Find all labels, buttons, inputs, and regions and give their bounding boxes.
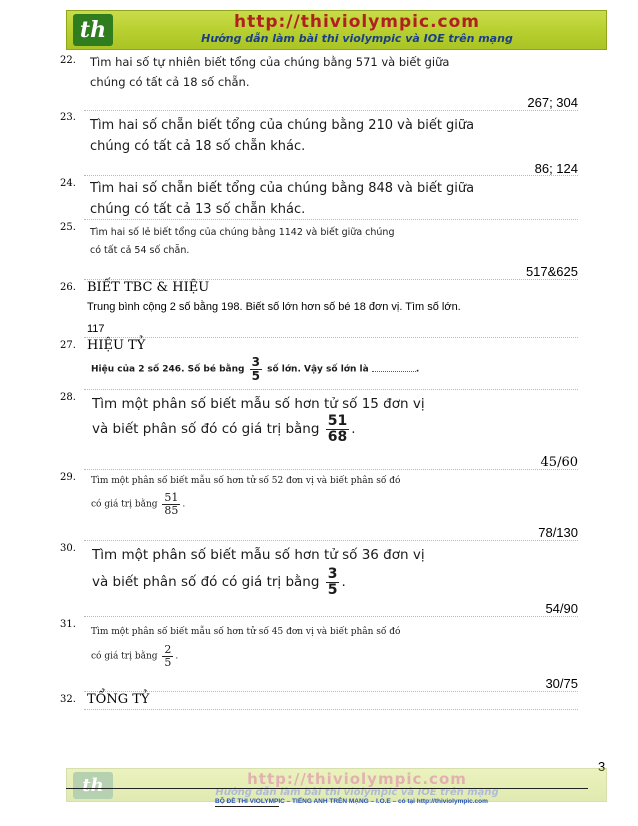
section-heading-tong-ty: TỔNG TỶ (87, 692, 150, 707)
item-number-26: 26. (60, 282, 76, 293)
section-heading-hieu-ty: HIỆU TỶ (87, 338, 146, 353)
separator (84, 616, 578, 617)
footer-logo: th (73, 772, 113, 799)
fraction-3-5 (250, 356, 262, 382)
separator (84, 110, 578, 111)
question-24-line2: chúng có tất cả 13 số chẵn khác. (90, 202, 306, 217)
item-number-22: 22. (60, 55, 76, 66)
separator (84, 540, 578, 541)
question-23-line2: chúng có tất cả 18 số chẵn khác. (90, 139, 306, 154)
question-23-line1: Tìm hai số chẵn biết tổng của chúng bằng 210 và biết giữa (90, 118, 475, 133)
question-31-line1: Tìm một phân số biết mẫu số hơn tử số 45 đơn vị và biết phân số đó (91, 627, 401, 637)
item-number-24: 24. (60, 178, 76, 189)
footer-banner-url: http://thiviolympic.com (247, 770, 467, 788)
item-number-27: 27. (60, 340, 76, 351)
fraction-3-5 (326, 567, 340, 597)
fraction-denominator: 68 (327, 428, 348, 445)
question-24-line1: Tìm hai số chẵn biết tổng của chúng bằng 848 và biết giữa (90, 181, 475, 196)
question-28-end: . (351, 421, 356, 438)
fraction-51-85 (162, 492, 180, 516)
item-number-32: 32. (60, 694, 76, 705)
question-30-end: . (341, 574, 346, 591)
question-31-line2 (91, 644, 178, 668)
answer-30: 54/90 (545, 601, 578, 616)
separator (84, 709, 578, 710)
fraction-numerator: 3 (327, 566, 338, 582)
item-number-29: 29. (60, 472, 76, 483)
answer-26: 117 (87, 323, 105, 335)
footer-divider (66, 788, 588, 789)
question-27-text-a: Hiệu của 2 số 246. Số bé bằng (91, 364, 245, 375)
fraction-51-68 (326, 414, 349, 444)
question-30-line2 (92, 567, 346, 597)
answer-22: 267; 304 (527, 95, 578, 110)
question-22-line1: Tìm hai số tự nhiên biết tổng của chúng bằng 571 và biết giữa (90, 55, 450, 69)
fraction-denominator: 5 (327, 581, 338, 598)
answer-29: 78/130 (538, 525, 578, 540)
question-27 (91, 356, 419, 382)
answer-28: 45/60 (540, 455, 578, 470)
answer-blank[interactable] (372, 371, 416, 372)
question-29-end: . (182, 499, 186, 510)
question-28-line2-text: và biết phân số đó có giá trị bằng (92, 421, 320, 438)
answer-23: 86; 124 (534, 161, 578, 176)
fraction-denominator: 5 (251, 368, 260, 383)
separator (84, 469, 578, 470)
item-number-25: 25. (60, 222, 76, 233)
fraction-denominator: 85 (164, 503, 179, 517)
footer-banner-subtitle: Hướng dẫn làm bài thi violympic và IOE trên mạng (215, 787, 499, 798)
question-25-line2: có tất cả 54 số chẵn. (90, 245, 190, 256)
footer-banner (66, 768, 607, 802)
section-heading-biet-tbc-hieu: BIẾT TBC & HIỆU (87, 280, 210, 295)
question-26-text: Trung bình cộng 2 số bằng 198. Biết số lớn hơn số bé 18 đơn vị. Tìm số lớn. (87, 301, 461, 313)
question-27-end: . (415, 364, 420, 375)
header-banner (66, 10, 607, 50)
fraction-2-5 (162, 644, 173, 668)
fraction-denominator: 5 (164, 655, 172, 669)
separator (84, 691, 578, 692)
question-31-end: . (175, 651, 179, 662)
question-29-line2-text: có giá trị bằng (91, 499, 158, 510)
question-28-line2 (92, 414, 356, 444)
question-30-line1: Tìm một phân số biết mẫu số hơn tử số 36 đơn vị (92, 547, 425, 563)
fraction-numerator: 2 (164, 643, 172, 656)
question-29-line2 (91, 492, 185, 516)
question-29-line1: Tìm một phân số biết mẫu số hơn tử số 52 đơn vị và biết phân số đó (91, 476, 401, 486)
question-31-line2-text: có giá trị bằng (91, 651, 158, 662)
fraction-numerator: 3 (251, 355, 260, 369)
question-28-line1: Tìm một phân số biết mẫu số hơn tử số 15 đơn vị (92, 396, 425, 412)
footer-text[interactable]: BỘ ĐỀ THI VIOLYMPIC – TIẾNG ANH TRÊN MẠNG – I.O.E – có tại http://thiviolympic.com (215, 798, 488, 805)
separator (84, 337, 578, 338)
question-25-line1: Tìm hai số lẻ biết tổng của chúng bằng 1142 và biết giữa chúng (90, 227, 395, 238)
answer-31: 30/75 (545, 676, 578, 691)
item-number-28: 28. (60, 392, 76, 403)
question-22-line2: chúng có tất cả 18 số chẵn. (90, 75, 250, 89)
item-number-23: 23. (60, 112, 76, 123)
fraction-numerator: 51 (327, 413, 348, 429)
separator (84, 219, 578, 220)
separator (84, 175, 578, 176)
separator (84, 389, 578, 390)
fraction-numerator: 51 (164, 491, 179, 504)
header-subtitle: Hướng dẫn làm bài thi violympic và IOE trên mạng (201, 32, 513, 45)
header-url[interactable]: http://thiviolympic.com (233, 12, 480, 32)
item-number-31: 31. (60, 619, 76, 630)
question-30-line2-text: và biết phân số đó có giá trị bằng (92, 574, 320, 591)
site-logo: th (73, 14, 113, 46)
footer-underline (215, 806, 279, 807)
answer-25: 517&625 (525, 264, 578, 279)
item-number-30: 30. (60, 543, 76, 554)
question-27-text-b: số lớn. Vậy số lớn là (267, 364, 369, 375)
page-number: 3 (598, 759, 606, 774)
